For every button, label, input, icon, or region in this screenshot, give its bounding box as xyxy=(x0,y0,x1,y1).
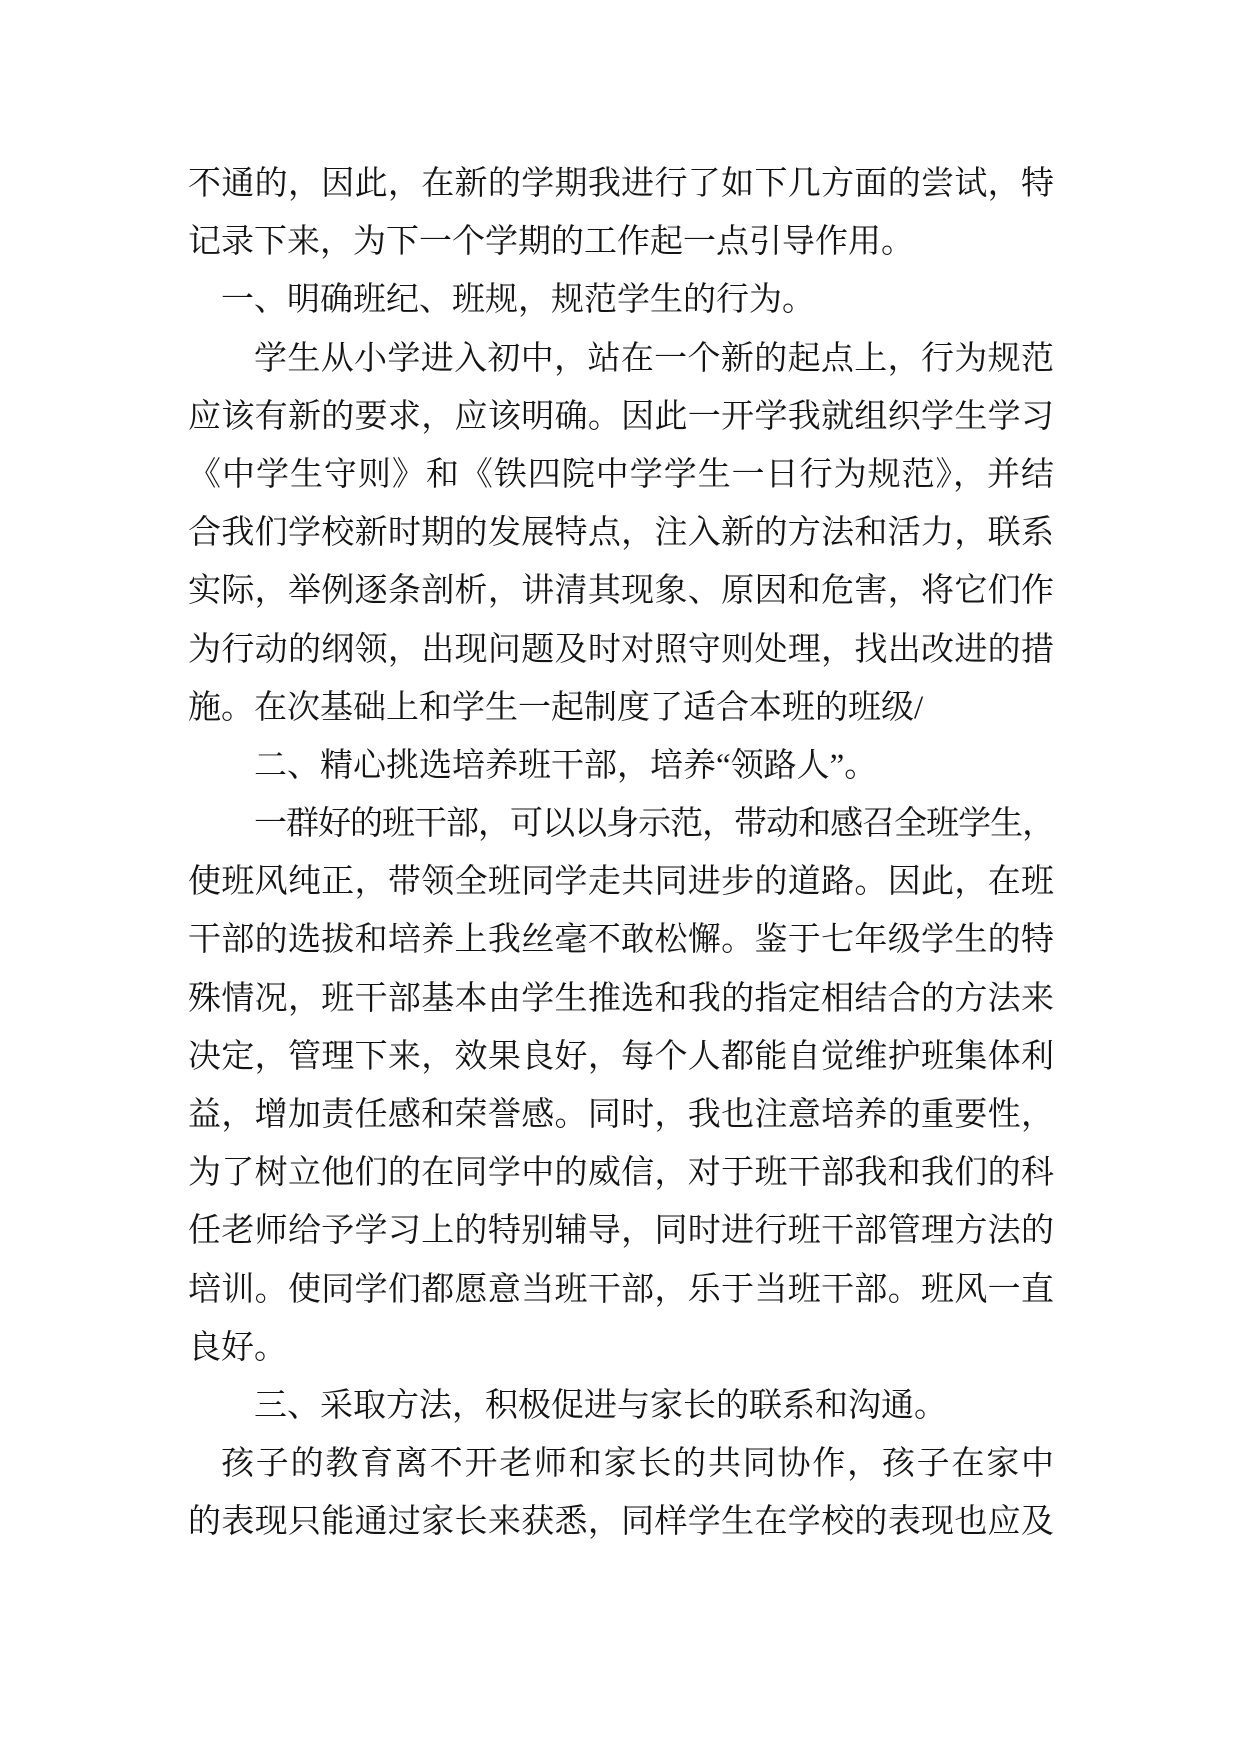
text-line: 二、精心挑选培养班干部，培养“领路人”。 xyxy=(254,747,878,784)
document-text-block xyxy=(188,155,1054,1552)
text-line: 应该有新的要求，应该明确。因此一开学我就组织学生学习 xyxy=(188,398,1054,435)
text-line: 干部的选拔和培养上我丝毫不敢松懈。鉴于七年级学生的特 xyxy=(188,922,1054,959)
text-line: 实际，举例逐条剖析，讲清其现象、原因和危害，将它们作 xyxy=(188,573,1054,610)
text-line: 决定，管理下来，效果良好，每个人都能自觉维护班集体利 xyxy=(188,1038,1054,1075)
text-line: 培训。使同学们都愿意当班干部，乐于当班干部。班风一直 xyxy=(188,1271,1054,1308)
text-line: 为行动的纲领，出现问题及时对照守则处理，找出改进的措 xyxy=(188,631,1054,668)
text-line: 《中学生守则》和《铁四院中学学生一日行为规范》，并结 xyxy=(188,456,1054,493)
text-line: 使班风纯正，带领全班同学走共同进步的道路。因此，在班 xyxy=(188,864,1054,901)
text-line: 施。在次基础上和学生一起制度了适合本班的班级/ xyxy=(188,689,924,726)
text-line: 三、采取方法，积极促进与家长的联系和沟通。 xyxy=(254,1387,947,1424)
text-line: 良好。 xyxy=(188,1329,287,1366)
text-line: 记录下来，为下一个学期的工作起一点引导作用。 xyxy=(188,224,914,261)
text-line: 任老师给予学习上的特别辅导，同时进行班干部管理方法的 xyxy=(188,1213,1054,1250)
text-line: 不通的，因此，在新的学期我进行了如下几方面的尝试，特 xyxy=(188,166,1054,202)
text-line: 的表现只能通过家长来获悉，同样学生在学校的表现也应及 xyxy=(188,1504,1054,1541)
text-line: 孩子的教育离不开老师和家长的共同协作，孩子在家中 xyxy=(221,1446,1054,1483)
text-line: 学生从小学进入初中，站在一个新的起点上，行为规范 xyxy=(254,340,1054,377)
text-line: 一、明确班纪、班规，规范学生的行为。 xyxy=(221,282,815,319)
text-line: 为了树立他们的在同学中的威信，对于班干部我和我们的科 xyxy=(188,1155,1054,1192)
text-line: 一群好的班干部，可以以身示范，带动和感召全班学生， xyxy=(254,806,1054,843)
text-line: 殊情况，班干部基本由学生推选和我的指定相结合的方法来 xyxy=(188,980,1054,1017)
text-line: 合我们学校新时期的发展特点，注入新的方法和活力，联系 xyxy=(188,515,1054,552)
text-line: 益，增加责任感和荣誉感。同时，我也注意培养的重要性， xyxy=(188,1097,1054,1133)
